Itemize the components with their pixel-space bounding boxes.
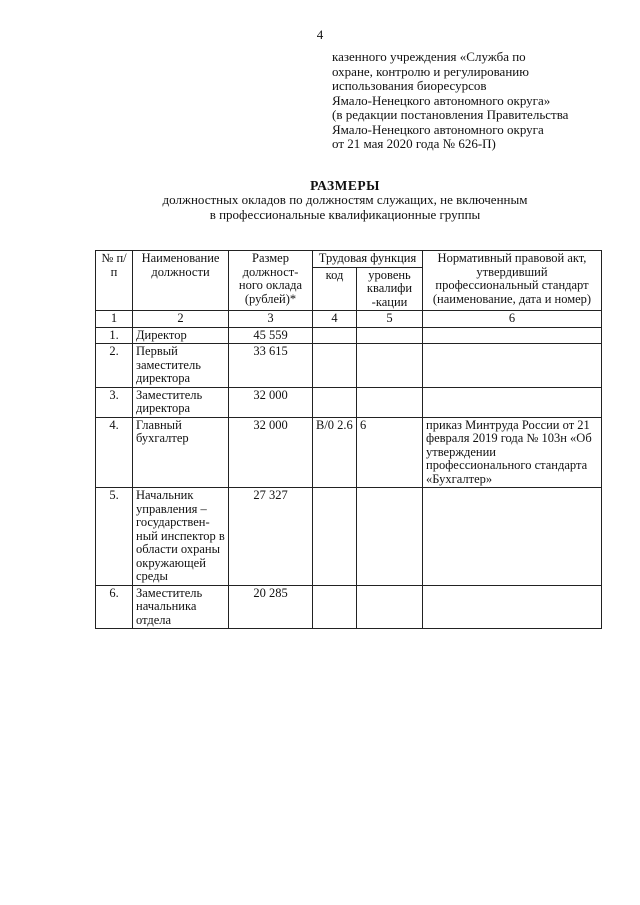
approval-header (332, 50, 632, 152)
table-row (96, 344, 602, 388)
header-code: код (313, 267, 357, 311)
column-number: 3 (229, 311, 313, 328)
row-salary: 32 000 (229, 417, 313, 488)
column-number: 1 (96, 311, 133, 328)
salary-table (95, 250, 602, 629)
row-code (313, 327, 357, 344)
row-level (357, 585, 423, 629)
row-position-name: Начальник управления – государствен-ный инспектор в области охраны окружающей среды (133, 488, 229, 586)
row-code (313, 344, 357, 388)
column-number-row (96, 311, 602, 328)
header-line: охране, контролю и регулированию (332, 63, 529, 79)
row-level (357, 488, 423, 586)
column-number: 2 (133, 311, 229, 328)
column-number: 6 (423, 311, 602, 328)
row-num: 6. (96, 585, 133, 629)
header-line: от 21 мая 2020 года № 626-П) (332, 136, 496, 151)
table-header-row (96, 251, 602, 268)
page-number: 4 (316, 27, 324, 42)
row-level (357, 387, 423, 417)
row-num: 1. (96, 327, 133, 344)
row-level (357, 344, 423, 388)
row-code (313, 387, 357, 417)
row-salary: 27 327 (229, 488, 313, 586)
header-act: Нормативный правовой акт, утвердивший профессиональный стандарт (наименование, дата и номер) (423, 251, 602, 311)
table-row (96, 585, 602, 629)
table-row (96, 387, 602, 417)
column-number: 5 (357, 311, 423, 328)
header-line: Ямало-Ненецкого автономного округа (332, 121, 544, 137)
row-position-name: Директор (133, 327, 229, 344)
row-code: В/0 2.6 (313, 417, 357, 488)
header-level: уровень квалифи -кации (357, 267, 423, 311)
table-row (96, 417, 602, 488)
row-salary: 45 559 (229, 327, 313, 344)
header-line: (в редакции постановления Правительства (332, 107, 569, 122)
row-position-name: Первый заместитель директора (133, 344, 229, 388)
header-name: Наименование должности (133, 251, 229, 311)
row-num: 5. (96, 488, 133, 586)
header-function: Трудовая функция (313, 251, 423, 268)
row-act (423, 327, 602, 344)
document-subtitle (0, 193, 640, 222)
row-position-name: Заместитель директора (133, 387, 229, 417)
row-act (423, 585, 602, 629)
row-level: 6 (357, 417, 423, 488)
row-act: приказ Минтруда России от 21 февраля 2019 года № 103н «Об утверждении профессионального стандарта «Бухгалтер» (423, 417, 602, 488)
row-code (313, 585, 357, 629)
subtitle-line: должностных окладов по должностям служащих, не включенным (162, 192, 528, 207)
table-row (96, 327, 602, 344)
header-line: использования биоресурсов (332, 78, 487, 93)
subtitle-line: в профессиональные квалификационные группы (209, 206, 481, 222)
row-code (313, 488, 357, 586)
document-title: РАЗМЕРЫ (310, 178, 380, 193)
header-salary: Размер должност-ного оклада (рублей)* (229, 251, 313, 311)
row-act (423, 488, 602, 586)
row-act (423, 344, 602, 388)
row-num: 4. (96, 417, 133, 488)
row-position-name: Заместитель начальника отдела (133, 585, 229, 629)
column-number: 4 (313, 311, 357, 328)
row-position-name: Главный бухгалтер (133, 417, 229, 488)
header-num: № п/п (96, 251, 133, 311)
row-salary: 20 285 (229, 585, 313, 629)
header-line: казенного учреждения «Служба по (332, 49, 526, 64)
table-row (96, 488, 602, 586)
row-num: 2. (96, 344, 133, 388)
row-salary: 33 615 (229, 344, 313, 388)
row-act (423, 387, 602, 417)
header-line: Ямало-Ненецкого автономного округа» (332, 92, 551, 108)
row-level (357, 327, 423, 344)
row-num: 3. (96, 387, 133, 417)
row-salary: 32 000 (229, 387, 313, 417)
